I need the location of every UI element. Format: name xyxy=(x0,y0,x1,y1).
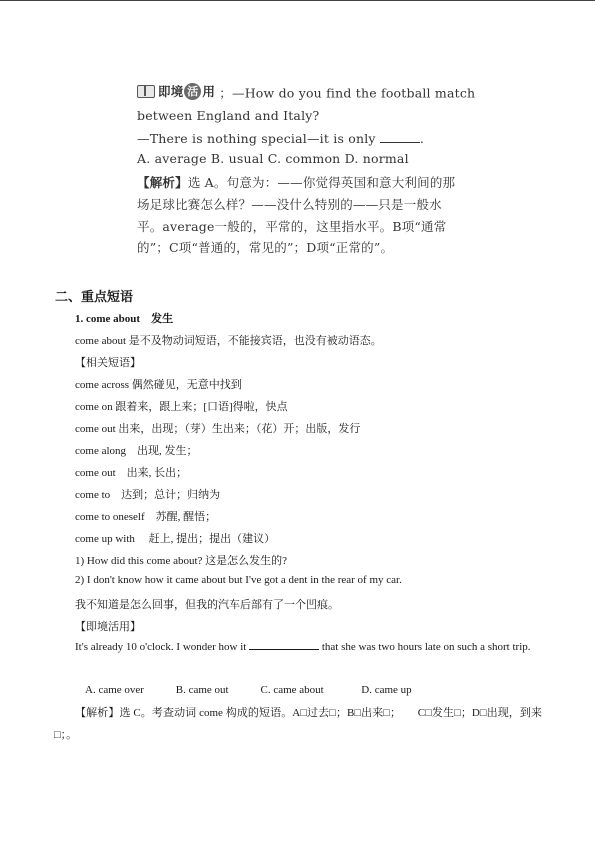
phrase-item: come to 达到；总计；归纳为 xyxy=(75,489,221,501)
example-translation: 我不知道是怎么回事，但我的汽车后部有了一个凹痕。 xyxy=(75,599,339,611)
inset-answer-line-3: 平。average一般的，平常的，这里指水平。B项“通常 xyxy=(137,219,447,234)
tag-circle-badge: 活 xyxy=(184,83,201,100)
inset-answer-line-2: 场足球比赛怎么样？——没什么特别的——只是一般水 xyxy=(137,197,442,212)
exercise-options xyxy=(85,684,412,696)
exercise-option: D. came up xyxy=(361,684,412,696)
exercise-question-part-1: It's already 10 o'clock. I wonder how it xyxy=(75,641,247,653)
inset-question-line-3 xyxy=(137,131,424,146)
phrase-heading: 1. come about 发生 xyxy=(75,313,174,325)
book-icon xyxy=(137,85,155,98)
inset-question-line-2: between England and Italy? xyxy=(137,108,320,123)
question-text-3: —There is nothing special—it is only xyxy=(137,131,376,146)
phrase-item: come out 出来, 长出； xyxy=(75,467,188,479)
phrase-intro: come about 是不及物动词短语，不能接宾语，也没有被动语态。 xyxy=(75,335,382,347)
example-sentence: 1) How did this come about? 这是怎么发生的? xyxy=(75,555,288,567)
question-text-1: ；—How do you find the football match xyxy=(219,85,476,101)
example-sentence: 2) I don't know how it came about but I've got a dent in the rear of my car. xyxy=(75,574,402,586)
inset-answer-line-4: 的”；C项“普通的，常见的”；D项“正常的”。 xyxy=(137,240,394,255)
tag-left-text: 即境 xyxy=(158,84,184,99)
exercise-answer-text: 【解析】选 C。考查动词 come 构成的短语。A□过去□；B□出来□； C□发生□；D□出现，到来□；。 xyxy=(54,707,542,741)
section-title: 二、重点短语 xyxy=(55,290,134,305)
question-end: . xyxy=(419,131,425,146)
exercise-option: C. came about xyxy=(260,684,324,696)
phrase-item: come to oneself 苏醒, 醒悟； xyxy=(75,511,217,523)
phrase-item: come out 出来，出现；（芽）生出来；（花）开；出版，发行 xyxy=(75,423,361,435)
inset-question-line-1 xyxy=(137,82,475,102)
related-phrases-label: 【相关短语】 xyxy=(75,357,141,369)
phrase-item: come along 出现, 发生； xyxy=(75,445,198,457)
exercise-option: B. came out xyxy=(175,684,229,696)
answer-text-1: 选 A。句意为：——你觉得英国和意大利间的那 xyxy=(187,175,456,190)
phrase-item: come on 跟着来，跟上来；[口语]得啦，快点 xyxy=(75,401,288,413)
exercise-tag xyxy=(137,82,215,100)
exercise-label: 【即境活用】 xyxy=(75,621,141,633)
analysis-label: 【解析】 xyxy=(137,175,188,190)
inset-options: A. average B. usual C. common D. normal xyxy=(137,151,409,166)
exercise-option: A. came over xyxy=(85,684,144,696)
exercise-answer xyxy=(54,702,542,746)
phrase-item: come across 偶然碰见，无意中找到 xyxy=(75,379,242,391)
exercise-blank xyxy=(249,640,319,650)
tag-right-text: 用 xyxy=(202,84,216,99)
exercise-question xyxy=(54,636,542,658)
top-border-line xyxy=(0,0,595,1)
exercise-question-part-2: that she was two hours late on such a short trip. xyxy=(321,641,531,653)
answer-blank xyxy=(380,132,420,143)
phrase-item: come up with 赶上, 提出；提出（建议） xyxy=(75,533,276,545)
inset-answer-line-1 xyxy=(137,173,455,191)
